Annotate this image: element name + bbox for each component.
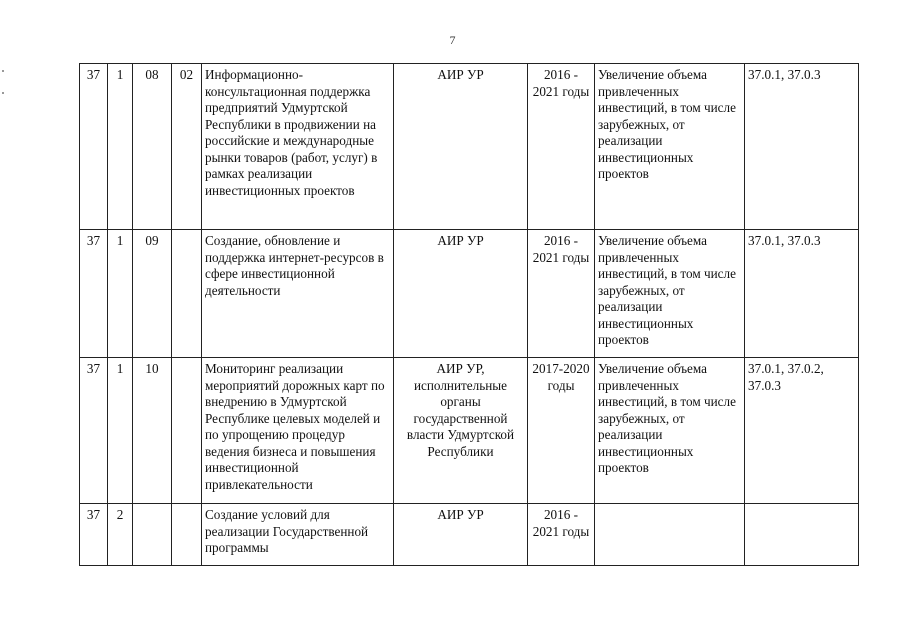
program-activities-table [79,63,859,566]
executor: АИР УР, исполнительные органы государственной власти Удмуртской Республики [394,358,528,504]
period: 2017-2020 годы [528,358,595,504]
subprogram-code: 1 [108,230,133,358]
executor: АИР УР [394,230,528,358]
activity-name: Создание условий для реализации Государственной программы [202,504,394,566]
indicators: 37.0.1, 37.0.3 [745,64,859,230]
activity-name: Создание, обновление и поддержка интернет-ресурсов в сфере инвестиционной деятельности [202,230,394,358]
activity-name: Мониторинг реализации мероприятий дорожных карт по внедрению в Удмуртской Республике целевых моделей и по упрощению процедур ведения бизнеса и повышения инвестиционной привлекательности [202,358,394,504]
activity-name: Информационно-консультационная поддержка предприятий Удмуртской Республики в продвижении на российские и международные рынки товаров (работ, услуг) в рамках реализации инвестиционных проектов [202,64,394,230]
main-activity-code: 08 [133,64,172,230]
subprogram-code: 1 [108,358,133,504]
activity-code [172,358,202,504]
table-row [80,504,859,566]
activity-code [172,504,202,566]
period: 2016 - 2021 годы [528,64,595,230]
executor: АИР УР [394,504,528,566]
subprogram-code: 1 [108,64,133,230]
activity-code: 02 [172,64,202,230]
main-activity-code: 10 [133,358,172,504]
indicators: 37.0.1, 37.0.2, 37.0.3 [745,358,859,504]
period: 2016 - 2021 годы [528,230,595,358]
expected-result: Увеличение объема привлеченных инвестиций, в том числе зарубежных, от реализации инвестиционных проектов [595,230,745,358]
main-activity-code [133,504,172,566]
period: 2016 - 2021 годы [528,504,595,566]
executor: АИР УР [394,64,528,230]
table-row [80,358,859,504]
activity-code [172,230,202,358]
indicators [745,504,859,566]
table-row [80,64,859,230]
program-code: 37 [80,64,108,230]
indicators: 37.0.1, 37.0.3 [745,230,859,358]
table-row [80,230,859,358]
program-code: 37 [80,230,108,358]
scan-mark [2,70,4,72]
expected-result [595,504,745,566]
program-code: 37 [80,358,108,504]
expected-result: Увеличение объема привлеченных инвестиций, в том числе зарубежных, от реализации инвестиционных проектов [595,358,745,504]
subprogram-code: 2 [108,504,133,566]
main-activity-code: 09 [133,230,172,358]
program-code: 37 [80,504,108,566]
expected-result: Увеличение объема привлеченных инвестиций, в том числе зарубежных, от реализации инвестиционных проектов [595,64,745,230]
page-number: 7 [449,33,456,47]
scan-mark [2,92,4,94]
